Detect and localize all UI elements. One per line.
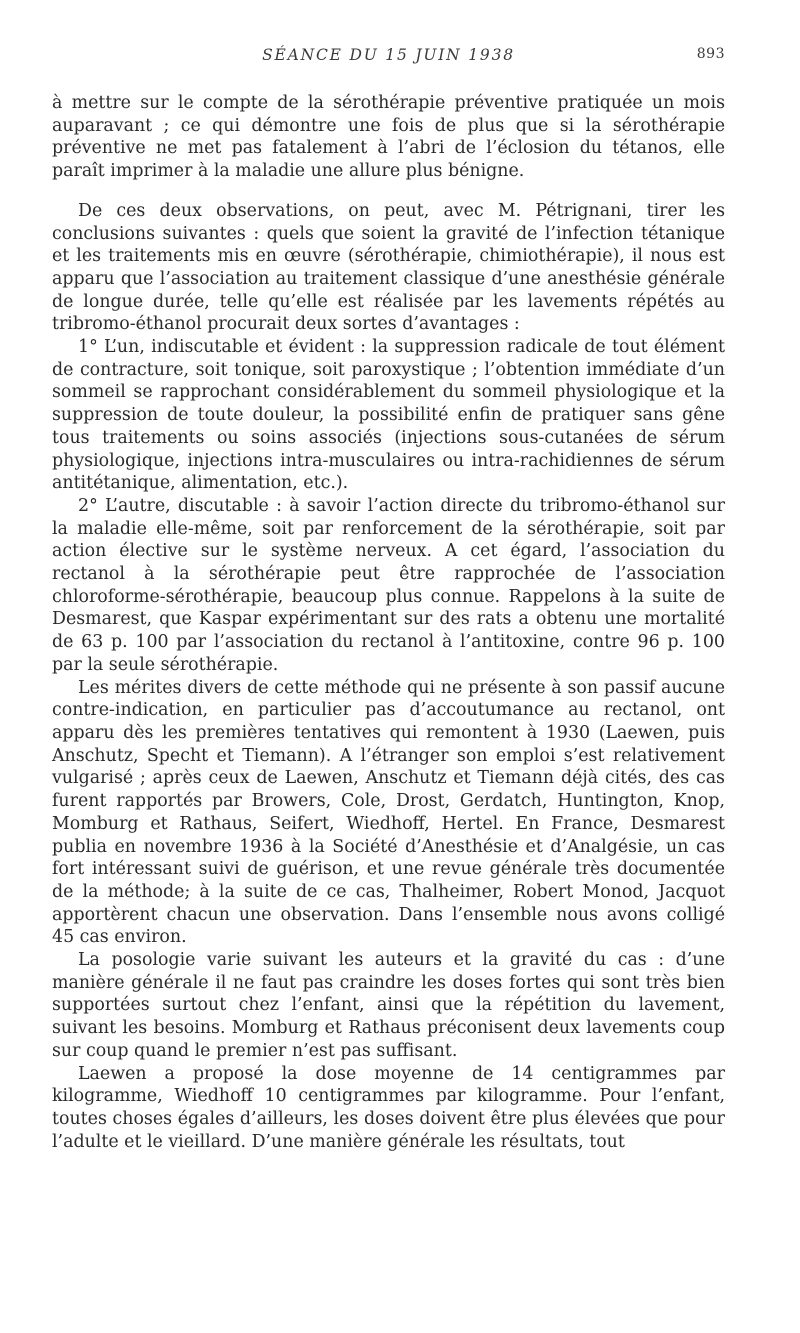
paragraph-second-advantage: 2° L’autre, discutable : à savoir l’action directe du tribromo-éthanol sur la maladie elle-même, soit par renforcement de la sérothérapie, soit par action élective sur le système nerveux. A cet égard, l’association du rectanol à la sérothérapie peut être rapprochée de l’association chloroforme-sérothérapie, beaucoup plus connue. Rappelons à la suite de Desmarest, que Kaspar expérimentant sur des rats a obtenu une mortalité de 63 p. 100 par l’association du rectanol à l’antitoxine, contre 96 p. 100 par la seule sérothérapie.	[52, 495, 725, 675]
running-head: SÉANCE DU 15 JUIN 1938	[262, 46, 515, 64]
paragraph-continuation: à mettre sur le compte de la sérothérapie préventive pratiquée un mois auparavant ; ce qui démontre une fois de plus que si la sérothérapie préventive ne met pas fatalement à l’abri de l’éclosion du tétanos, elle paraît imprimer à la maladie une allure plus bénigne.	[52, 93, 725, 182]
page-header	[52, 46, 725, 70]
paragraph-posology: La posologie varie suivant les auteurs et la gravité du cas : d’une manière générale il ne faut pas craindre les doses fortes qui sont très bien supportées surtout chez l’enfant, ainsi que la répétition du lavement, suivant les besoins. Momburg et Rathaus préconisent deux lavements coup sur coup quand le premier n’est pas suffisant.	[52, 950, 725, 1061]
paragraph-conclusions: De ces deux observations, on peut, avec M. Pétrignani, tirer les conclusions suivantes : quels que soient la gravité de l’infection tétanique et les traitements mis en œuvre (sérothérapie, chimiothérapie), il nous est apparu que l’association au traitement classique d’une anesthésie générale de longue durée, telle qu’elle est réalisée par les lavements répétés au tribromo-éthanol procurait deux sortes d’avantages :	[52, 200, 725, 335]
body-text	[52, 92, 725, 1153]
page-number: 893	[696, 46, 725, 62]
paragraph-merits: Les mérites divers de cette méthode qui ne présente à son passif aucune contre-indication, en particulier pas d’accoutumance au rectanol, ont apparu dès les premières tentatives qui remontent à 1930 (Laewen, puis Anschutz, Specht et Tiemann). A l’étranger son emploi s’est relativement vulgarisé ; après ceux de Laewen, Anschutz et Tiemann déjà cités, des cas furent rapportés par Browers, Cole, Drost, Gerdatch, Huntington, Knop, Momburg et Rathaus, Seifert, Wiedhoff, Hertel. En France, Desmarest publia en novembre 1936 à la Société d’Anesthésie et d’Analgésie, un cas fort intéressant suivi de guérison, et une revue générale très documentée de la méthode; à la suite de ce cas, Thalheimer, Robert Monod, Jacquot apportèrent chacun une observation. Dans l’ensemble nous avons colligé 45 cas environ.	[52, 677, 725, 948]
paragraph-dosage: Laewen a proposé la dose moyenne de 14 centigrammes par kilogramme, Wiedhoff 10 centigrammes par kilogramme. Pour l’enfant, toutes choses égales d’ailleurs, les doses doivent être plus élevées que pour l’adulte et le vieillard. D’une manière générale les résultats, tout	[52, 1063, 725, 1152]
paragraph-first-advantage: 1° L’un, indiscutable et évident : la suppression radicale de tout élément de contracture, soit tonique, soit paroxystique ; l’obtention immédiate d’un sommeil se rapprochant considérablement du sommeil physiologique et la suppression de toute douleur, la possibilité enfin de pratiquer sans gêne tous traitements ou soins associés (injections sous-cutanées de sérum physiologique, injections intra-musculaires ou intra-rachidiennes de sérum antitétanique, alimentation, etc.).	[52, 337, 725, 494]
